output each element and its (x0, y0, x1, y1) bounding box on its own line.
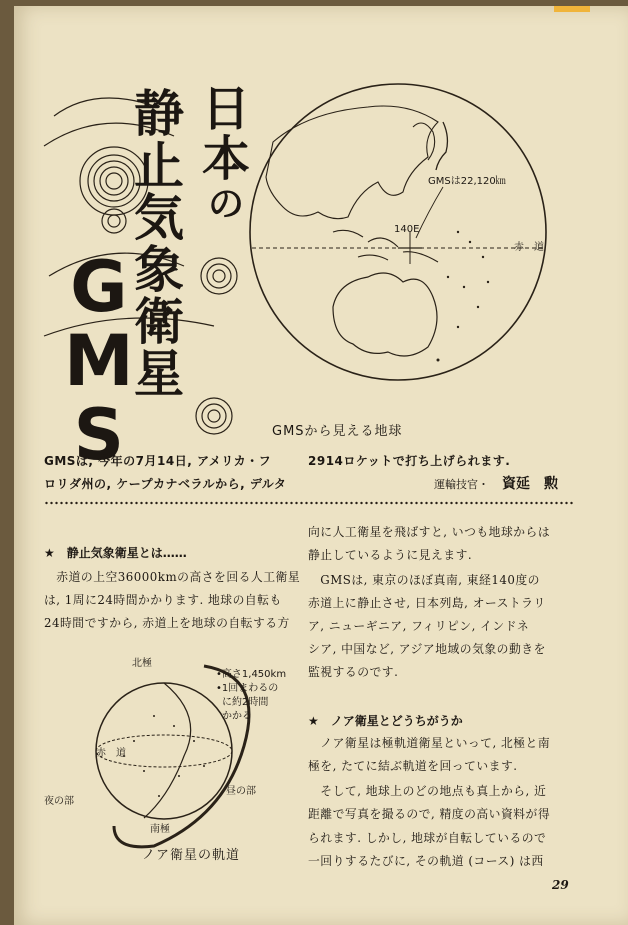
section2-line: られます. しかし, 地球が自転しているので (308, 831, 547, 845)
right-col-line: GMSは, 東京のほぼ真南, 東経140度の (308, 573, 540, 587)
title-seishi-kisho-eisei (134, 85, 184, 403)
intro-line-3: 2914ロケットで打ち上げられます. (308, 454, 511, 468)
section1-line: は, 1周に24時間かかります. 地球の自転も (44, 593, 282, 607)
section2-line: 一回りするたびに, その軌道 (コース) は西 (308, 854, 544, 868)
right-col-line: シア, 中国など, アジア地域の気象の動きを (308, 642, 546, 656)
page-number: 29 (552, 878, 569, 892)
title-char: 本 (202, 131, 251, 187)
section2-line: ノア衛星は極軌道衛星といって, 北極と南 (308, 736, 551, 750)
orbit-note: かかる (222, 711, 252, 722)
title-gms (64, 246, 134, 476)
right-col-line: 赤道上に静止させ, 日本列島, オーストラリ (308, 596, 546, 610)
dotted-divider (44, 500, 574, 506)
title-char: の (208, 184, 245, 225)
title-char: 静 (134, 85, 184, 143)
day-side-label: 昼の部 (226, 786, 256, 797)
orbit-note: に約2時間 (222, 697, 269, 708)
globe-equator-label: 赤 道 (514, 242, 544, 253)
section2-line: 距離で写真を撮るので, 精度の高い資料が得 (308, 807, 551, 821)
right-col-line: ア, ニューギニア, フィリピン, インドネ (308, 619, 530, 633)
page-tab-marker (554, 6, 590, 12)
title-char: 気 (134, 189, 184, 247)
section1-line: 24時間ですから, 赤道上を地球の自転する方 (44, 616, 290, 630)
author-name: 資延 勲 (502, 476, 558, 492)
orbit-note: •1回まわるの (216, 683, 279, 694)
title-char: 星 (134, 345, 184, 403)
equator-label: 赤 道 (96, 748, 126, 759)
section2-line: そして, 地球上のどの地点も真上から, 近 (308, 784, 547, 798)
section1-line: 赤道の上空36000kmの高さを回る人工衛星 (44, 570, 301, 584)
section-heading-geostationary: ★ 静止気象衛星とは…… (44, 546, 187, 560)
intro-line-2: ロリダ州の, ケープカナベラルから, デルタ (44, 477, 287, 491)
night-side-label: 夜の部 (44, 796, 74, 807)
title-char: 止 (134, 137, 184, 195)
globe-caption: GMSから見える地球 (272, 424, 403, 439)
intro-line-1: GMSは, 今年の7月14日, アメリカ・フ (44, 454, 272, 468)
orbit-caption: ノア衛星の軌道 (142, 848, 241, 863)
title-letter: M (64, 320, 134, 402)
title-letter: G (70, 246, 128, 328)
orbit-note: •高さ1,450km (216, 669, 287, 680)
title-char: 象 (134, 241, 184, 299)
title-letter: S (73, 394, 125, 476)
right-col-line: 監視するのです. (308, 665, 399, 679)
south-pole-label: 南極 (150, 824, 170, 835)
magazine-page (14, 6, 628, 925)
section-heading-noaa: ★ ノア衛星とどうちがうか (308, 714, 463, 728)
right-col-line: 静止しているように見えます. (308, 548, 473, 562)
section2-line: 極を, たてに結ぶ軌道を回っています. (308, 759, 518, 773)
title-char: 日 (202, 81, 251, 137)
globe-longitude-label: 140E (394, 224, 420, 235)
globe-altitude-callout: GMSは22,120㎞ (428, 176, 506, 187)
north-pole-label: 北極 (132, 658, 152, 669)
right-col-line: 向に人工衛星を飛ばすと, いつも地球からは (308, 525, 551, 539)
author-role: 運輸技官・ (434, 478, 489, 491)
title-char: 衛 (134, 293, 184, 351)
